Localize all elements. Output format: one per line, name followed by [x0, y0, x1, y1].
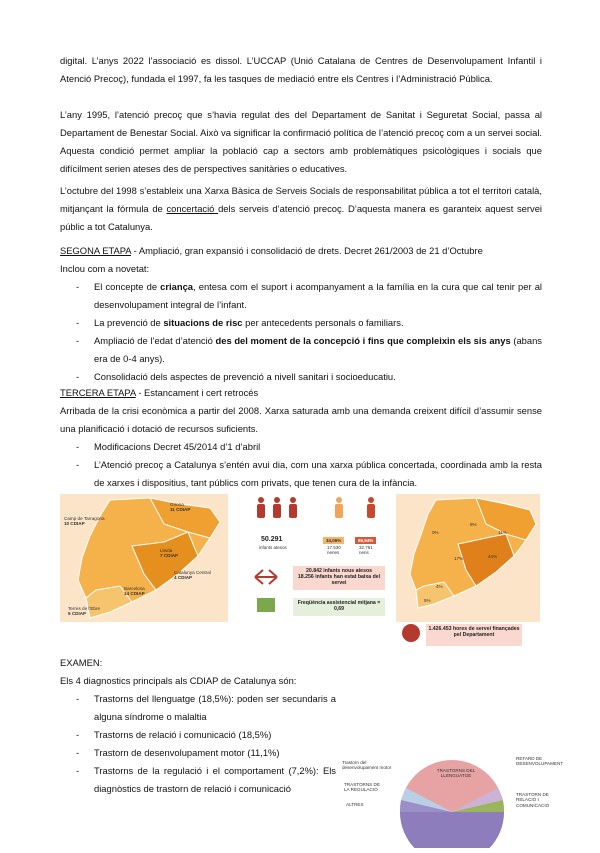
tercera-list: [60, 438, 542, 492]
catalonia-map-shape: [60, 494, 228, 622]
map-label: Camp de Tarragona 10 CDIAP: [64, 516, 105, 527]
total-children-label: infants atesos: [259, 545, 287, 550]
pie-label: TRASTORNS DE LA REGULACIÓ: [344, 782, 380, 793]
list-item: - Trastorns de la regulació i el comportament (7,2%): Els diagnòstics de trastorn de relació i comunicació: [60, 762, 336, 798]
pie-label: ALTRES: [346, 802, 364, 807]
examen-intro: Els 4 diagnostics principals als CDIAP de Catalunya són:: [60, 675, 297, 686]
paragraph-uccap: digital. L’anys 2022 l’associació es dissol. L’UCCAP (Unió Catalana de Centres de Desenvolupament Infantil i Atenció Precoç), fundada el 1997, fa les tasques de mediació entre els Centres i l’Administració Pública.: [60, 55, 542, 84]
map-label: Barcelona 14 CDIAP: [124, 586, 145, 597]
map-pct: 4%: [436, 584, 443, 589]
list-item: - Trastorns del llenguatge (18,5%): poden ser secundaris a alguna síndrome o malaltia: [60, 690, 336, 726]
cdiap-stats-panel: [247, 494, 389, 622]
examen-heading: EXAMEN:: [60, 657, 103, 668]
cdiap-region-map: [60, 494, 228, 622]
paragraph-1995: L’any 1995, l’atenció precoç que s’havia regulat des del Departament de Sanitat i Seguretat Social, passa al Departament de Benestar Social. Això va significar la confirmació política de l’atenció precoç com a un servei social. Aquesta condició permet ampliar la població cap a sectors amb problemàtiques psicològiques i socials que difícilment serien ateses des de perspectives sanitàries o educatives.: [60, 109, 543, 174]
tercera-etapa-title: TERCERA ETAPA - Estancament i cert retrocés: [60, 387, 259, 398]
diagnosis-pie-chart: [342, 752, 564, 848]
tercera-text: Arribada de la crisi econòmica a partir del 2008. Xarxa saturada amb una demanda creixent difícil d’assumir sense una planificació i dotació de recursos suficients.: [60, 405, 542, 434]
arrows-icon: [251, 566, 281, 588]
list-item: - Consolidació dels aspectes de prevenció a nivell sanitari i socioeducatiu.: [60, 368, 542, 386]
clock-icon: [402, 624, 420, 642]
frequency-icon: [257, 598, 275, 612]
catalonia-pct-map-shape: [396, 494, 540, 622]
map-pct: 11%: [498, 530, 507, 535]
map-label: Girona 11 CDIAP: [170, 502, 191, 513]
segona-list: [60, 278, 542, 386]
pie-label: Trastorn del desenvolupament motor: [342, 760, 392, 771]
pie-label: RETARD DE DESENVOLUPAMENT: [516, 756, 564, 767]
map-label: Catalunya Central 4 CDIAP: [174, 570, 211, 581]
pie-slice: [400, 812, 504, 848]
map-pct: 8%: [470, 522, 477, 527]
pct-girls-badge: 34,06%: [323, 537, 344, 544]
paragraph-1998: L’octubre del 1998 s’estableix una Xarxa Bàsica de Serveis Socials de responsabilitat pública a tot el territori català, mitjançant la fórmula de concertació dels serveis d’atenció precoç. D’aquesta manera es garanteix aquest servei públic a tot Catalunya.: [60, 185, 543, 232]
new-vs-discharged-box: 20.842 infants nous atesos 18.256 infants han estat baixa del servei: [293, 566, 385, 590]
count-boys: 32.761 nens: [359, 545, 373, 555]
people-icon: [247, 494, 389, 534]
pct-boys-badge: 65,94%: [355, 537, 376, 544]
total-children: 50.291: [261, 536, 283, 543]
percentage-region-map: [396, 494, 540, 638]
map-pct: 5%: [424, 598, 431, 603]
list-item: - La prevenció de situacions de risc per antecedents personals o familiars.: [60, 314, 542, 332]
list-item: - Modificacions Decret 45/2014 d’1 d’abril: [60, 438, 542, 456]
count-girls: 17.530 nenes: [327, 545, 341, 555]
pie-label: TRASTORNS DEL LLENGUATGE: [436, 768, 476, 779]
map-label: Terres de l'Ebre 5 CDIAP: [68, 606, 101, 617]
examen-list: [60, 690, 336, 798]
hours-box: 1.426.453 hores de servei finançades pel Departament: [426, 624, 522, 646]
segona-etapa-title: SEGONA ETAPA - Ampliació, gran expansió i consolidació de drets. Decret 261/2003 de 21 d’Octubre: [60, 245, 483, 256]
list-item: - El concepte de criança, entesa com el suport i acompanyament a la família en la cura que cal tenir per al desenvolupament integral de l’infant.: [60, 278, 542, 314]
map-pct: 44%: [488, 554, 498, 559]
segona-intro: Inclou com a novetat:: [60, 263, 150, 274]
list-item: - L’Atenció precoç a Catalunya s’entén avui dia, com una xarxa pública concertada, coordinada amb la resta de xarxes i dispositius, tant públics com privats, que tenen cura de la infància.: [60, 456, 542, 492]
list-item: - Trastorns de relació i comunicació (18,5%): [60, 726, 336, 744]
map-label: Lleida 7 CDIAP: [160, 548, 179, 559]
concertacio-term: concertació: [166, 203, 219, 214]
map-pct: 0%: [432, 530, 439, 535]
frequency-box: Freqüència assistencial mitjana = 0,69: [293, 598, 385, 616]
pie-label: TRASTORN DE RELACIÓ I COMUNICACIÓ: [516, 792, 550, 808]
map-pct: 17%: [454, 556, 464, 561]
list-item: - Ampliació de l’edat d’atenció des del moment de la concepció i fins que compleixin els sis anys (abans era de 0-4 anys).: [60, 332, 542, 368]
list-item: - Trastorn de desenvolupament motor (11,1%): [60, 744, 336, 762]
